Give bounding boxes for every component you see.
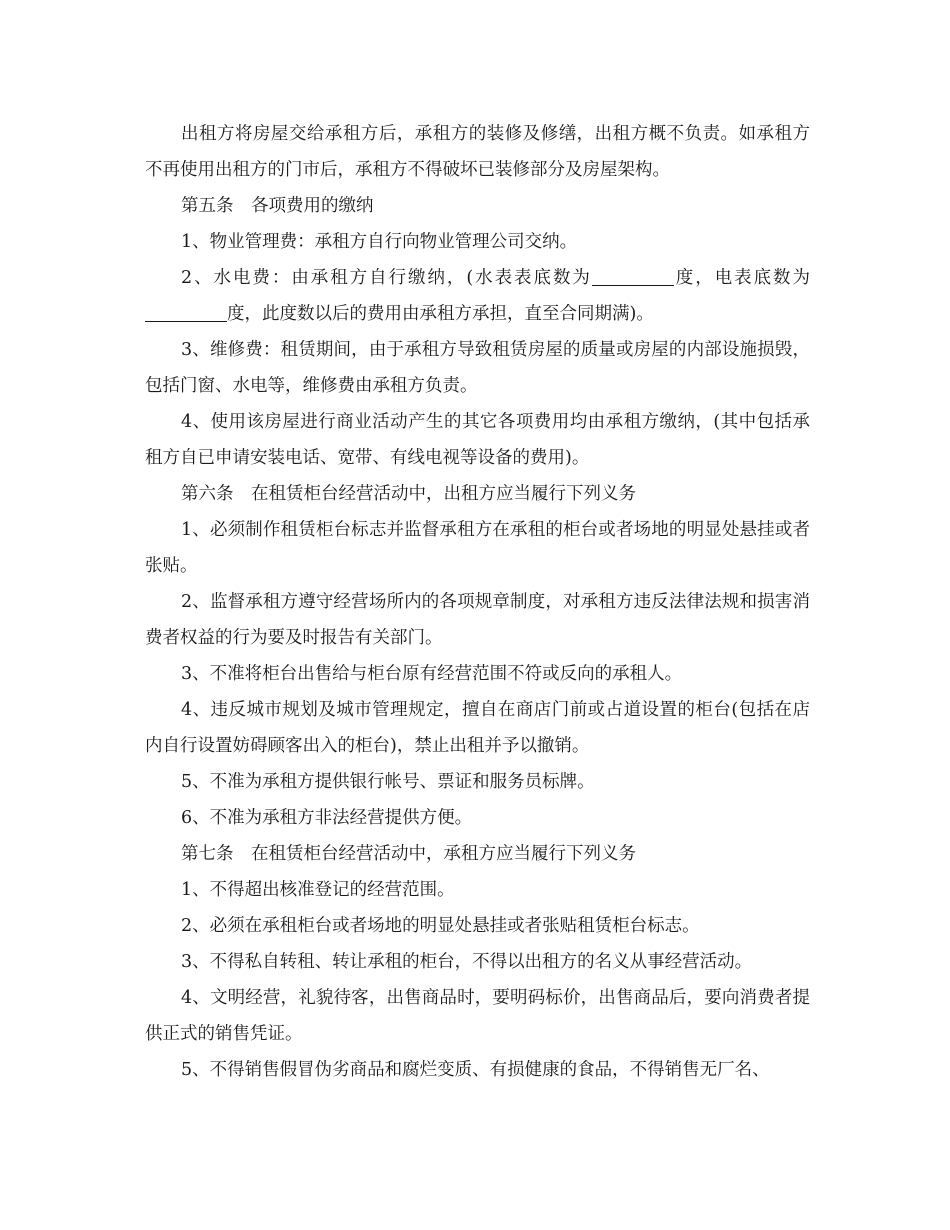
paragraph: 1、物业管理费：承租方自行向物业管理公司交纳。 <box>181 232 578 252</box>
text-segment: 度，此度数以后的费用由承租方承担，直至合同期满)。 <box>227 304 654 324</box>
article-heading-7: 第七条 在租赁柜台经营活动中，承租方应当履行下列义务 <box>181 844 636 864</box>
paragraph: 2、必须在承租柜台或者场地的明显处悬挂或者张贴租赁柜台标志。 <box>181 916 700 936</box>
water-meter-blank <box>592 268 674 287</box>
paragraph: 3、维修费：租赁期间，由于承租方导致租赁房屋的质量或房屋的内部设施损毁，包括门窗、水电等，维修费由承租方负责。 <box>145 340 810 396</box>
paragraph: 5、不得销售假冒伪劣商品和腐烂变质、有损健康的食品，不得销售无厂名、 <box>181 1060 770 1080</box>
text-segment: 2、水电费：由承租方自行缴纳，(水表表底数为 <box>181 268 592 288</box>
paragraph: 1、必须制作租赁柜台标志并监督承租方在承租的柜台或者场地的明显处悬挂或者张贴。 <box>145 520 810 576</box>
paragraph: 5、不准为承租方提供银行帐号、票证和服务员标牌。 <box>181 772 595 792</box>
article-heading-5: 第五条 各项费用的缴纳 <box>181 196 374 216</box>
paragraph: 6、不准为承租方非法经营提供方便。 <box>181 808 473 828</box>
paragraph: 3、不得私自转租、转让承租的柜台，不得以出租方的名义从事经营活动。 <box>181 952 753 972</box>
text-segment: 度，电表底数为 <box>673 268 811 288</box>
article-heading-6: 第六条 在租赁柜台经营活动中，出租方应当履行下列义务 <box>181 484 636 504</box>
paragraph: 4、使用该房屋进行商业活动产生的其它各项费用均由承租方缴纳，(其中包括承租方自已申请安装电话、宽带、有线电视等设备的费用)。 <box>145 412 810 468</box>
electric-meter-blank <box>145 304 227 323</box>
paragraph: 3、不准将柜台出售给与柜台原有经营范围不符或反向的承租人。 <box>181 664 683 684</box>
paragraph: 出租方将房屋交给承租方后，承租方的装修及修缮，出租方概不负责。如承租方不再使用出租方的门市后，承租方不得破坏已装修部分及房屋架构。 <box>145 124 810 180</box>
document-body <box>145 116 810 1088</box>
paragraph: 4、违反城市规划及城市管理规定，擅自在商店门前或占道设置的柜台(包括在店内自行设置妨碍顾客出入的柜台)，禁止出租并予以撤销。 <box>145 700 810 756</box>
paragraph: 4、文明经营，礼貌待客，出售商品时，要明码标价，出售商品后，要向消费者提供正式的销售凭证。 <box>145 988 810 1044</box>
paragraph: 2、监督承租方遵守经营场所内的各项规章制度，对承租方违反法律法规和损害消费者权益的行为要及时报告有关部门。 <box>145 592 810 648</box>
paragraph: 1、不得超出核准登记的经营范围。 <box>181 880 455 900</box>
paragraph-with-blanks <box>145 260 810 332</box>
